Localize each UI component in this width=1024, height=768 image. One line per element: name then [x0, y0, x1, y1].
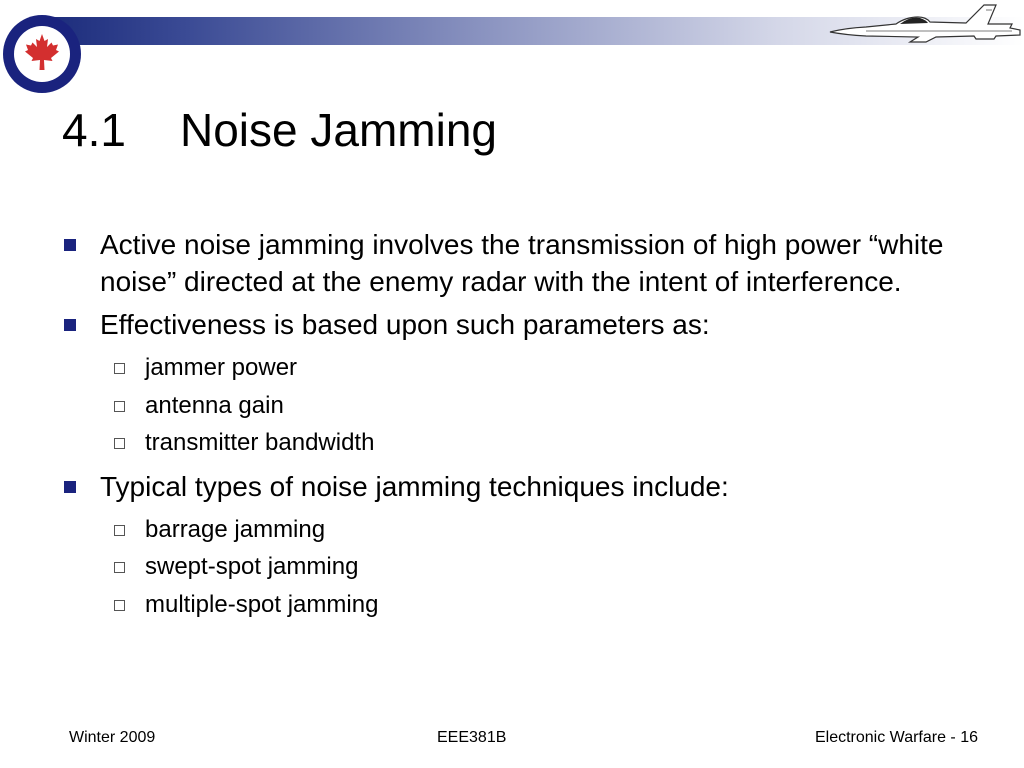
bullet-text: Active noise jamming involves the transmission of high power “white noise” directed at the enemy radar with the intent of interference.: [100, 229, 944, 297]
square-bullet-icon: [64, 239, 76, 251]
footer-date: Winter 2009: [69, 729, 156, 746]
rcaf-roundel-icon: [2, 14, 82, 94]
sub-bullet-item: [62, 548, 962, 586]
sub-bullet-text: multiple-spot jamming: [145, 590, 379, 618]
square-bullet-icon: [64, 319, 76, 331]
bullet-item: [62, 468, 962, 505]
sub-bullet-list: [62, 511, 962, 624]
hollow-square-bullet-icon: [114, 438, 125, 449]
sub-bullet-item: [62, 387, 962, 425]
hollow-square-bullet-icon: [114, 363, 125, 374]
sub-bullet-item: [62, 424, 962, 462]
sub-bullet-text: antenna gain: [145, 391, 284, 419]
fighter-jet-icon: [826, 2, 1022, 48]
sub-bullet-list: [62, 349, 962, 462]
hollow-square-bullet-icon: [114, 401, 125, 412]
section-number: 4.1: [62, 104, 126, 156]
bullet-text: Effectiveness is based upon such parameters as:: [100, 309, 710, 340]
slide-title: [62, 102, 497, 158]
sub-bullet-item: [62, 349, 962, 387]
sub-bullet-text: transmitter bandwidth: [145, 429, 375, 456]
bullet-item: [62, 226, 962, 300]
footer-slide-number: Electronic Warfare - 16: [814, 729, 978, 746]
bullet-item: [62, 306, 962, 343]
square-bullet-icon: [64, 481, 76, 493]
sub-bullet-text: jammer power: [145, 354, 298, 381]
hollow-square-bullet-icon: [114, 562, 125, 573]
sub-bullet-text: barrage jamming: [145, 515, 326, 543]
bullet-list: [62, 226, 962, 629]
sub-bullet-item: [62, 511, 962, 549]
title-text: Noise Jamming: [180, 104, 497, 156]
sub-bullet-text: swept-spot jamming: [145, 553, 359, 580]
sub-bullet-item: [62, 586, 962, 624]
bullet-text: Typical types of noise jamming techniques include:: [100, 470, 729, 502]
hollow-square-bullet-icon: [114, 525, 125, 536]
hollow-square-bullet-icon: [114, 600, 125, 611]
footer-course: EEE381B: [437, 729, 507, 746]
